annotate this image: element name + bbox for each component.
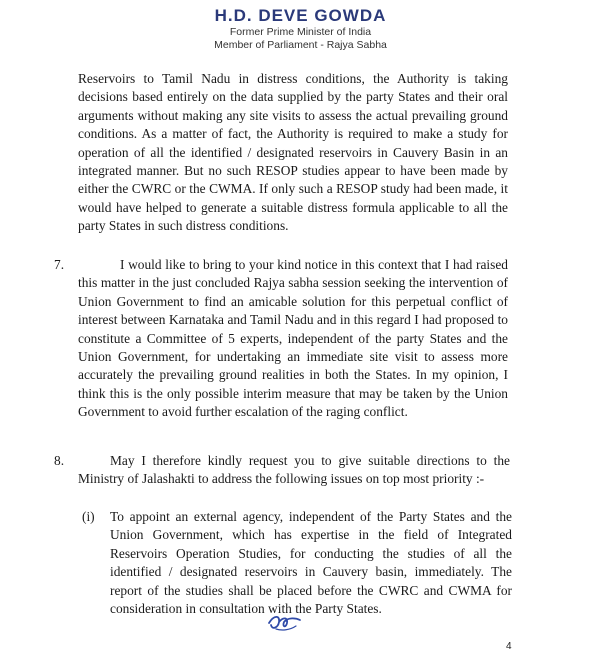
item-i-paragraph: To appoint an external agency, independent of the Party States and the Union Government, which has expertise in the field of Integrated Reservoirs Operation Studies, for conducting the studies of all the identified / designated reservoirs in Cauvery basin, immediately. The report of the studies shall be placed before the CWRC and CWMA for consideration in consultation with the Party States. (110, 509, 512, 617)
letterhead-title-1: Former Prime Minister of India (229, 26, 372, 38)
initials-signature (266, 611, 304, 633)
paragraph-8-number: 8. (54, 453, 65, 468)
letterhead-name: H.D. DEVE GOWDA (214, 6, 387, 25)
paragraph-7-number: 7. (54, 257, 65, 272)
paragraph-7: I would like to bring to your kind notice in this context that I had raised this matter in the just concluded Rajya sabha session seeking the intervention of Union Government to find an amicable solution for this perpetual conflict of interest between Karnataka and Tamil Nadu and in this regard I had proposed to constitute a Committee of 5 experts, independent of the party States and the Union Government, for undertaking an immediate site visit to assess more accurately the prevailing ground realities in both the States. In my opinion, I think this is the only possible interim measure that may be taken by the Union Government to avoid further escalation of the raging conflict. (78, 257, 508, 420)
letterhead-title-2: Member of Parliament - Rajya Sabha (214, 39, 387, 51)
page-number: 4 (506, 641, 512, 652)
paragraph-8: May I therefore kindly request you to give suitable directions to the Ministry of Jalashakti to address the following issues on top most priority :- (78, 453, 510, 487)
continued-paragraph: Reservoirs to Tamil Nadu in distress conditions, the Authority is taking decisions based entirely on the data supplied by the party States and their oral arguments without making any site visits to assess the actual prevailing ground conditions. As a matter of fact, the Authority is required to make a study for operation of all the identified / designated reservoirs in Cauvery Basin in an integrated manner. But no such RESOP studies appear to have been made by either the CWRC or the CWMA. If only such a RESOP study had been made, it would have helped to generate a suitable distress formula applicable to all the party States in such distress conditions. (78, 71, 508, 234)
letterhead (0, 6, 601, 52)
item-i-number: (i) (82, 509, 95, 524)
